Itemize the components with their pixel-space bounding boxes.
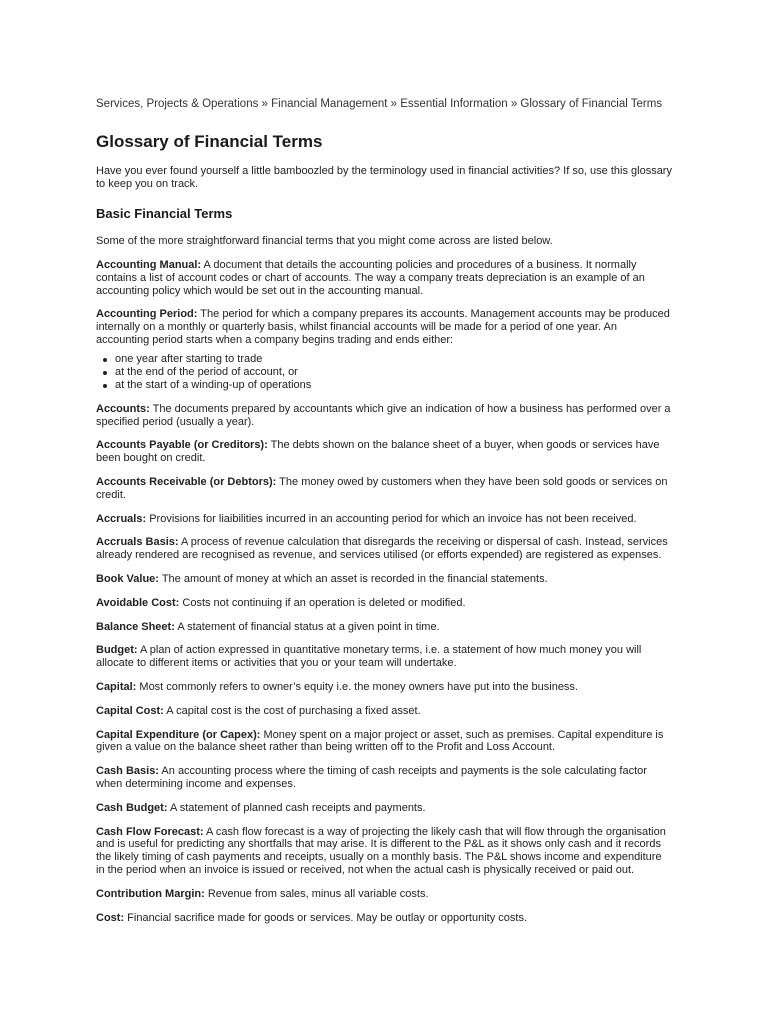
glossary-term: Accounting Manual: (96, 259, 202, 271)
glossary-entry-capital-cost (96, 705, 672, 718)
glossary-definition: Financial sacrifice made for goods or services. May be outlay or opportunity costs. (124, 911, 528, 924)
glossary-definition: A statement of planned cash receipts and payments. (167, 801, 426, 814)
glossary-term: Balance Sheet: (96, 620, 175, 633)
breadcrumb: Services, Projects & Operations » Financial Management » Essential Information » Glossary of Financial Terms (96, 98, 663, 110)
glossary-entry-contribution-margin (96, 888, 672, 901)
glossary-term: Accruals: (96, 512, 147, 525)
glossary-definition: The debts shown on the balance sheet of a buyer, when goods or services have been bought on credit. (96, 439, 660, 465)
intro-paragraph: Have you ever found yourself a little bamboozled by the terminology used in financial activities? If so, use this glossary to keep you on track. (96, 165, 672, 190)
glossary-term: Cost: (96, 911, 125, 924)
glossary-entry-book-value (96, 573, 672, 586)
glossary-definition: A process of revenue calculation that disregards the receiving or dispersal of cash. Instead, services already rendered are recognised as revenue, and services utilised (or efforts expended) are registered as expenses. (96, 536, 668, 562)
glossary-definition: Most commonly refers to owner’s equity i.e. the money owners have put into the business. (136, 680, 578, 693)
glossary-definition: A capital cost is the cost of purchasing a fixed asset. (163, 704, 421, 717)
glossary-definition: Provisions for liaibilities incurred in an accounting period for which an invoice has not been received. (146, 512, 637, 525)
glossary-definition: A plan of action expressed in quantitative monetary terms, i.e. a statement of how much money you will allocate to different items or activities that you or your team will undertake. (96, 644, 642, 670)
glossary-entry-capital (96, 681, 672, 694)
glossary-term: Contribution Margin: (96, 887, 205, 900)
section-intro: Some of the more straightforward financial terms that you might come across are listed below. (96, 235, 553, 247)
glossary-term: Cash Flow Forecast: (96, 825, 204, 838)
glossary-term: Accounting Period: (96, 308, 198, 321)
glossary-definition: The money owed by customers when they have been sold goods or services on credit. (96, 475, 668, 501)
glossary-entry-accruals (96, 513, 672, 526)
glossary-definition: The documents prepared by accountants which give an indication of how a business has performed over a specified period (usually a year). (96, 402, 671, 428)
glossary-term: Avoidable Cost: (96, 596, 180, 609)
glossary-term: Capital Expenditure (or Capex): (96, 728, 261, 741)
section-heading: Basic Financial Terms (96, 206, 233, 221)
glossary-entry-cash-flow-forecast (96, 826, 672, 877)
glossary-term: Cash Budget: (96, 801, 168, 814)
glossary-term: Capital: (96, 680, 137, 693)
list-item: one year after starting to trade (115, 353, 672, 366)
glossary-definition: A cash flow forecast is a way of projecting the likely cash that will flow through the organisation and is useful for predicting any shortfalls that may arise. It is different to the P&L as it shows only cash and it records the likely timing of cash payments and receipts, usually on a monthly basis. The P&L shows income and expenditure in the period when an invoice is issued or received, not when the actual cash is physically received or paid out. (96, 825, 666, 876)
glossary-term: Accounts Receivable (or Debtors): (96, 475, 277, 488)
glossary-term: Budget: (96, 644, 138, 657)
glossary-term: Capital Cost: (96, 704, 164, 717)
page-title: Glossary of Financial Terms (96, 132, 323, 151)
accounting-period-list (96, 353, 672, 392)
glossary-entry-capital-expenditure (96, 729, 672, 755)
glossary-entry-accounting-manual (96, 259, 672, 297)
glossary-entry-balance-sheet (96, 621, 672, 634)
glossary-entry-accruals-basis (96, 536, 672, 562)
glossary-entry-cash-basis (96, 765, 672, 791)
glossary-definition: The amount of money at which an asset is recorded in the financial statements. (158, 572, 548, 585)
glossary-entry-accounting-period (96, 308, 672, 346)
glossary-term: Cash Basis: (96, 765, 159, 778)
glossary-entry-cash-budget (96, 802, 672, 815)
document-page (96, 96, 672, 924)
list-item: at the end of the period of account, or (115, 366, 672, 379)
glossary-term: Accounts Payable (or Creditors): (96, 439, 268, 452)
glossary-definition: A document that details the accounting policies and procedures of a business. It normally contains a list of account codes or chart of accounts. The way a company treats depreciation is an example of an accounting policy which would be set out in the accounting manual. (96, 259, 645, 297)
glossary-entry-accounts-payable (96, 439, 672, 465)
glossary-term: Accruals Basis: (96, 536, 179, 549)
glossary-term: Book Value: (96, 572, 159, 585)
glossary-entry-budget (96, 644, 672, 670)
glossary-definition: A statement of financial status at a given point in time. (174, 620, 440, 633)
glossary-definition: Money spent on a major project or asset, such as premises. Capital expenditure is given a value on the balance sheet rather than being written off to the Profit and Loss Account. (96, 728, 664, 754)
glossary-definition: An accounting process where the timing of cash receipts and payments is the sole calculating factor when determining income and expenses. (96, 765, 647, 790)
glossary-entry-avoidable-cost (96, 597, 672, 610)
glossary-definition: Revenue from sales, minus all variable costs. (204, 887, 429, 900)
list-item: at the start of a winding-up of operations (115, 379, 672, 392)
glossary-entry-accounts-receivable (96, 476, 672, 502)
glossary-entry-cost (96, 912, 672, 925)
glossary-term: Accounts: (96, 402, 150, 415)
glossary-entry-accounts (96, 403, 672, 429)
glossary-definition: The period for which a company prepares its accounts. Management accounts may be produced internally on a monthly or quarterly basis, whilst financial accounts will be made for a period of one year. An accounting period starts when a company begins trading and ends either: (96, 308, 670, 346)
glossary-definition: Costs not continuing if an operation is deleted or modified. (179, 596, 466, 609)
